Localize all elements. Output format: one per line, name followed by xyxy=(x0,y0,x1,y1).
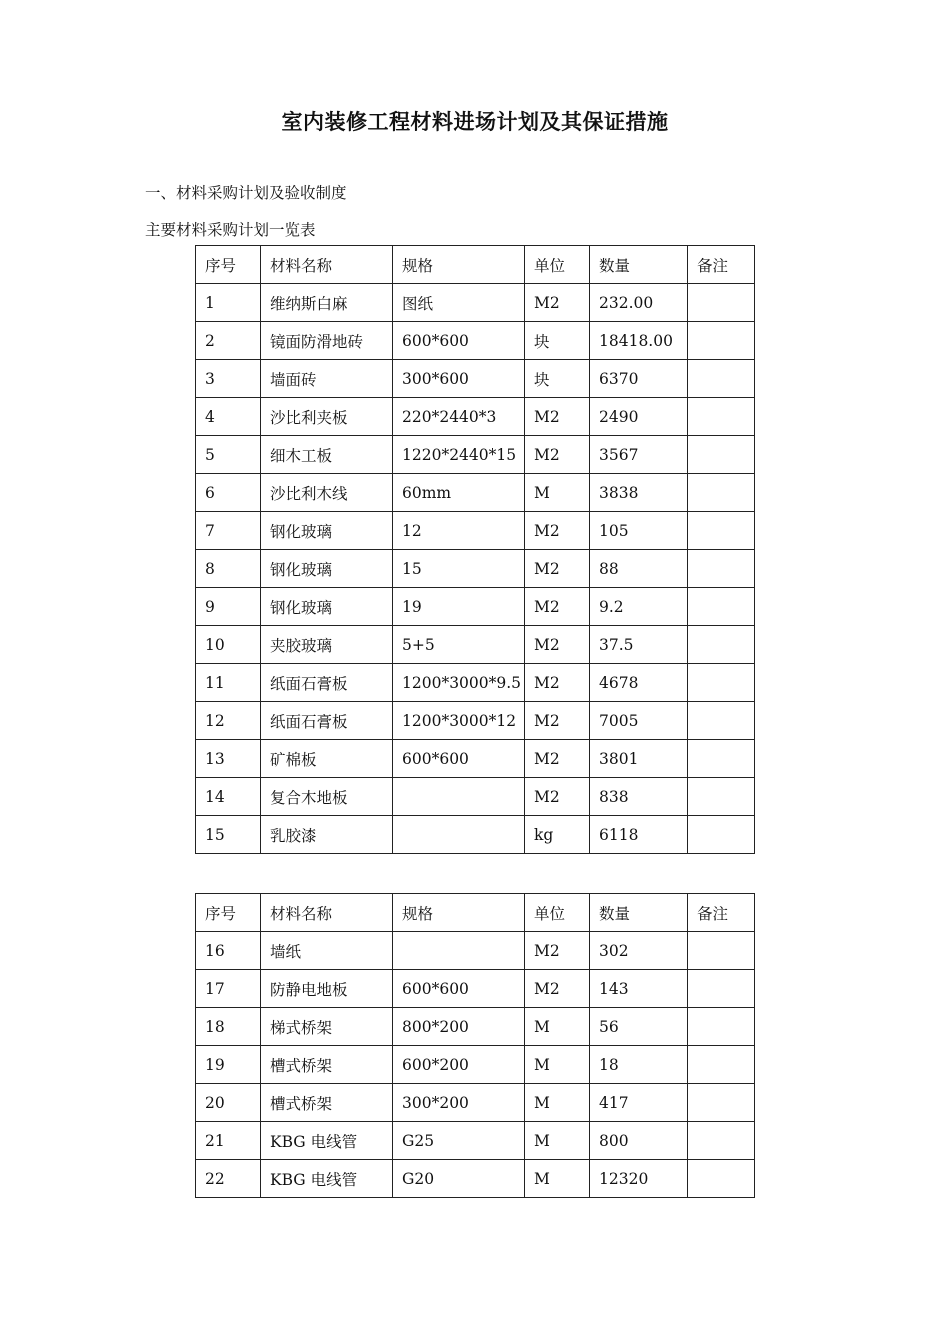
table-row xyxy=(196,1160,755,1198)
cell-remark xyxy=(688,1084,755,1122)
cell-remark xyxy=(688,1008,755,1046)
cell-quantity: 3838 xyxy=(590,474,688,512)
cell-remark xyxy=(688,740,755,778)
cell-spec xyxy=(393,932,525,970)
cell-material-name: 梯式桥架 xyxy=(261,1008,393,1046)
cell-quantity: 88 xyxy=(590,550,688,588)
table-row xyxy=(196,474,755,512)
materials-table-2 xyxy=(195,893,755,1198)
table-header-row xyxy=(196,894,755,932)
cell-seq: 12 xyxy=(196,702,261,740)
cell-quantity: 232.00 xyxy=(590,284,688,322)
header-remark: 备注 xyxy=(688,246,755,284)
header-quantity: 数量 xyxy=(590,246,688,284)
cell-material-name: 钢化玻璃 xyxy=(261,588,393,626)
cell-seq: 2 xyxy=(196,322,261,360)
header-material-name: 材料名称 xyxy=(261,894,393,932)
table-caption: 主要材料采购计划一览表 xyxy=(145,221,316,239)
cell-material-name: 沙比利木线 xyxy=(261,474,393,512)
cell-unit: M xyxy=(525,474,590,512)
cell-unit: M xyxy=(525,1046,590,1084)
cell-spec: G20 xyxy=(393,1160,525,1198)
cell-quantity: 56 xyxy=(590,1008,688,1046)
header-material-name: 材料名称 xyxy=(261,246,393,284)
table-row xyxy=(196,436,755,474)
cell-remark xyxy=(688,436,755,474)
cell-remark xyxy=(688,702,755,740)
cell-spec: 12 xyxy=(393,512,525,550)
header-seq: 序号 xyxy=(196,894,261,932)
cell-spec: 600*600 xyxy=(393,322,525,360)
cell-material-name: 复合木地板 xyxy=(261,778,393,816)
cell-remark xyxy=(688,550,755,588)
header-unit: 单位 xyxy=(525,894,590,932)
cell-remark xyxy=(688,1122,755,1160)
cell-seq: 7 xyxy=(196,512,261,550)
cell-remark xyxy=(688,932,755,970)
cell-seq: 21 xyxy=(196,1122,261,1160)
cell-seq: 18 xyxy=(196,1008,261,1046)
cell-material-name: 沙比利夹板 xyxy=(261,398,393,436)
cell-spec: 800*200 xyxy=(393,1008,525,1046)
cell-seq: 5 xyxy=(196,436,261,474)
cell-unit: M2 xyxy=(525,932,590,970)
table-row xyxy=(196,816,755,854)
cell-quantity: 12320 xyxy=(590,1160,688,1198)
cell-remark xyxy=(688,322,755,360)
cell-material-name: 纸面石膏板 xyxy=(261,702,393,740)
cell-remark xyxy=(688,626,755,664)
cell-seq: 13 xyxy=(196,740,261,778)
cell-seq: 6 xyxy=(196,474,261,512)
cell-unit: M2 xyxy=(525,626,590,664)
cell-seq: 16 xyxy=(196,932,261,970)
cell-material-name: 钢化玻璃 xyxy=(261,512,393,550)
table-row xyxy=(196,398,755,436)
cell-spec: 1220*2440*15 xyxy=(393,436,525,474)
cell-unit: kg xyxy=(525,816,590,854)
cell-remark xyxy=(688,664,755,702)
cell-material-name: 镜面防滑地砖 xyxy=(261,322,393,360)
table-row xyxy=(196,284,755,322)
cell-spec: 60mm xyxy=(393,474,525,512)
cell-spec: 600*200 xyxy=(393,1046,525,1084)
cell-material-name: KBG 电线管 xyxy=(261,1122,393,1160)
cell-seq: 17 xyxy=(196,970,261,1008)
header-quantity: 数量 xyxy=(590,894,688,932)
cell-seq: 9 xyxy=(196,588,261,626)
cell-seq: 11 xyxy=(196,664,261,702)
section-heading: 一、材料采购计划及验收制度 xyxy=(145,184,347,202)
cell-unit: M2 xyxy=(525,778,590,816)
table-row xyxy=(196,702,755,740)
table-header-row xyxy=(196,246,755,284)
cell-quantity: 7005 xyxy=(590,702,688,740)
cell-remark xyxy=(688,360,755,398)
cell-spec: 1200*3000*12 xyxy=(393,702,525,740)
cell-unit: 块 xyxy=(525,322,590,360)
cell-quantity: 143 xyxy=(590,970,688,1008)
table-row xyxy=(196,360,755,398)
header-remark: 备注 xyxy=(688,894,755,932)
cell-quantity: 105 xyxy=(590,512,688,550)
cell-spec: 1200*3000*9.5 xyxy=(393,664,525,702)
cell-seq: 14 xyxy=(196,778,261,816)
cell-quantity: 2490 xyxy=(590,398,688,436)
table-row xyxy=(196,550,755,588)
cell-seq: 19 xyxy=(196,1046,261,1084)
cell-spec: 220*2440*3 xyxy=(393,398,525,436)
cell-seq: 15 xyxy=(196,816,261,854)
cell-seq: 20 xyxy=(196,1084,261,1122)
cell-spec: 19 xyxy=(393,588,525,626)
cell-quantity: 6118 xyxy=(590,816,688,854)
cell-remark xyxy=(688,778,755,816)
cell-unit: M2 xyxy=(525,702,590,740)
cell-unit: M2 xyxy=(525,588,590,626)
cell-material-name: 墙纸 xyxy=(261,932,393,970)
cell-unit: M xyxy=(525,1122,590,1160)
cell-spec: 图纸 xyxy=(393,284,525,322)
cell-material-name: 钢化玻璃 xyxy=(261,550,393,588)
cell-remark xyxy=(688,1046,755,1084)
cell-material-name: 矿棉板 xyxy=(261,740,393,778)
cell-spec: 5+5 xyxy=(393,626,525,664)
header-seq: 序号 xyxy=(196,246,261,284)
cell-material-name: 墙面砖 xyxy=(261,360,393,398)
table-row xyxy=(196,512,755,550)
header-spec: 规格 xyxy=(393,894,525,932)
cell-unit: M2 xyxy=(525,512,590,550)
header-unit: 单位 xyxy=(525,246,590,284)
cell-quantity: 9.2 xyxy=(590,588,688,626)
cell-spec: 15 xyxy=(393,550,525,588)
cell-seq: 8 xyxy=(196,550,261,588)
cell-unit: 块 xyxy=(525,360,590,398)
cell-quantity: 4678 xyxy=(590,664,688,702)
materials-table-1 xyxy=(195,245,755,854)
cell-material-name: 乳胶漆 xyxy=(261,816,393,854)
cell-material-name: 纸面石膏板 xyxy=(261,664,393,702)
cell-remark xyxy=(688,398,755,436)
cell-spec: 600*600 xyxy=(393,740,525,778)
table-row xyxy=(196,1122,755,1160)
cell-unit: M2 xyxy=(525,398,590,436)
cell-spec xyxy=(393,816,525,854)
cell-quantity: 18418.00 xyxy=(590,322,688,360)
cell-spec: 300*200 xyxy=(393,1084,525,1122)
cell-spec: 300*600 xyxy=(393,360,525,398)
cell-spec xyxy=(393,778,525,816)
cell-material-name: 防静电地板 xyxy=(261,970,393,1008)
cell-remark xyxy=(688,970,755,1008)
cell-material-name: KBG 电线管 xyxy=(261,1160,393,1198)
cell-remark xyxy=(688,512,755,550)
cell-material-name: 槽式桥架 xyxy=(261,1046,393,1084)
cell-quantity: 37.5 xyxy=(590,626,688,664)
cell-material-name: 细木工板 xyxy=(261,436,393,474)
cell-quantity: 3801 xyxy=(590,740,688,778)
cell-seq: 1 xyxy=(196,284,261,322)
cell-quantity: 6370 xyxy=(590,360,688,398)
cell-remark xyxy=(688,474,755,512)
cell-unit: M xyxy=(525,1160,590,1198)
table-row xyxy=(196,1046,755,1084)
cell-remark xyxy=(688,588,755,626)
cell-seq: 4 xyxy=(196,398,261,436)
cell-seq: 10 xyxy=(196,626,261,664)
table-row xyxy=(196,588,755,626)
header-spec: 规格 xyxy=(393,246,525,284)
cell-quantity: 302 xyxy=(590,932,688,970)
cell-seq: 3 xyxy=(196,360,261,398)
cell-material-name: 维纳斯白麻 xyxy=(261,284,393,322)
cell-unit: M2 xyxy=(525,550,590,588)
table-row xyxy=(196,626,755,664)
cell-spec: 600*600 xyxy=(393,970,525,1008)
cell-quantity: 800 xyxy=(590,1122,688,1160)
table-row xyxy=(196,1008,755,1046)
cell-unit: M xyxy=(525,1084,590,1122)
document-title: 室内装修工程材料进场计划及其保证措施 xyxy=(281,109,669,134)
cell-material-name: 夹胶玻璃 xyxy=(261,626,393,664)
table-row xyxy=(196,932,755,970)
cell-quantity: 3567 xyxy=(590,436,688,474)
table-row xyxy=(196,1084,755,1122)
table-row xyxy=(196,740,755,778)
table-row xyxy=(196,664,755,702)
cell-quantity: 838 xyxy=(590,778,688,816)
table-row xyxy=(196,778,755,816)
cell-unit: M2 xyxy=(525,664,590,702)
cell-material-name: 槽式桥架 xyxy=(261,1084,393,1122)
cell-unit: M2 xyxy=(525,284,590,322)
cell-spec: G25 xyxy=(393,1122,525,1160)
cell-remark xyxy=(688,284,755,322)
cell-quantity: 417 xyxy=(590,1084,688,1122)
cell-remark xyxy=(688,1160,755,1198)
cell-unit: M2 xyxy=(525,740,590,778)
cell-unit: M2 xyxy=(525,970,590,1008)
cell-unit: M2 xyxy=(525,436,590,474)
cell-quantity: 18 xyxy=(590,1046,688,1084)
table-row xyxy=(196,322,755,360)
cell-seq: 22 xyxy=(196,1160,261,1198)
cell-unit: M xyxy=(525,1008,590,1046)
cell-remark xyxy=(688,816,755,854)
table-row xyxy=(196,970,755,1008)
